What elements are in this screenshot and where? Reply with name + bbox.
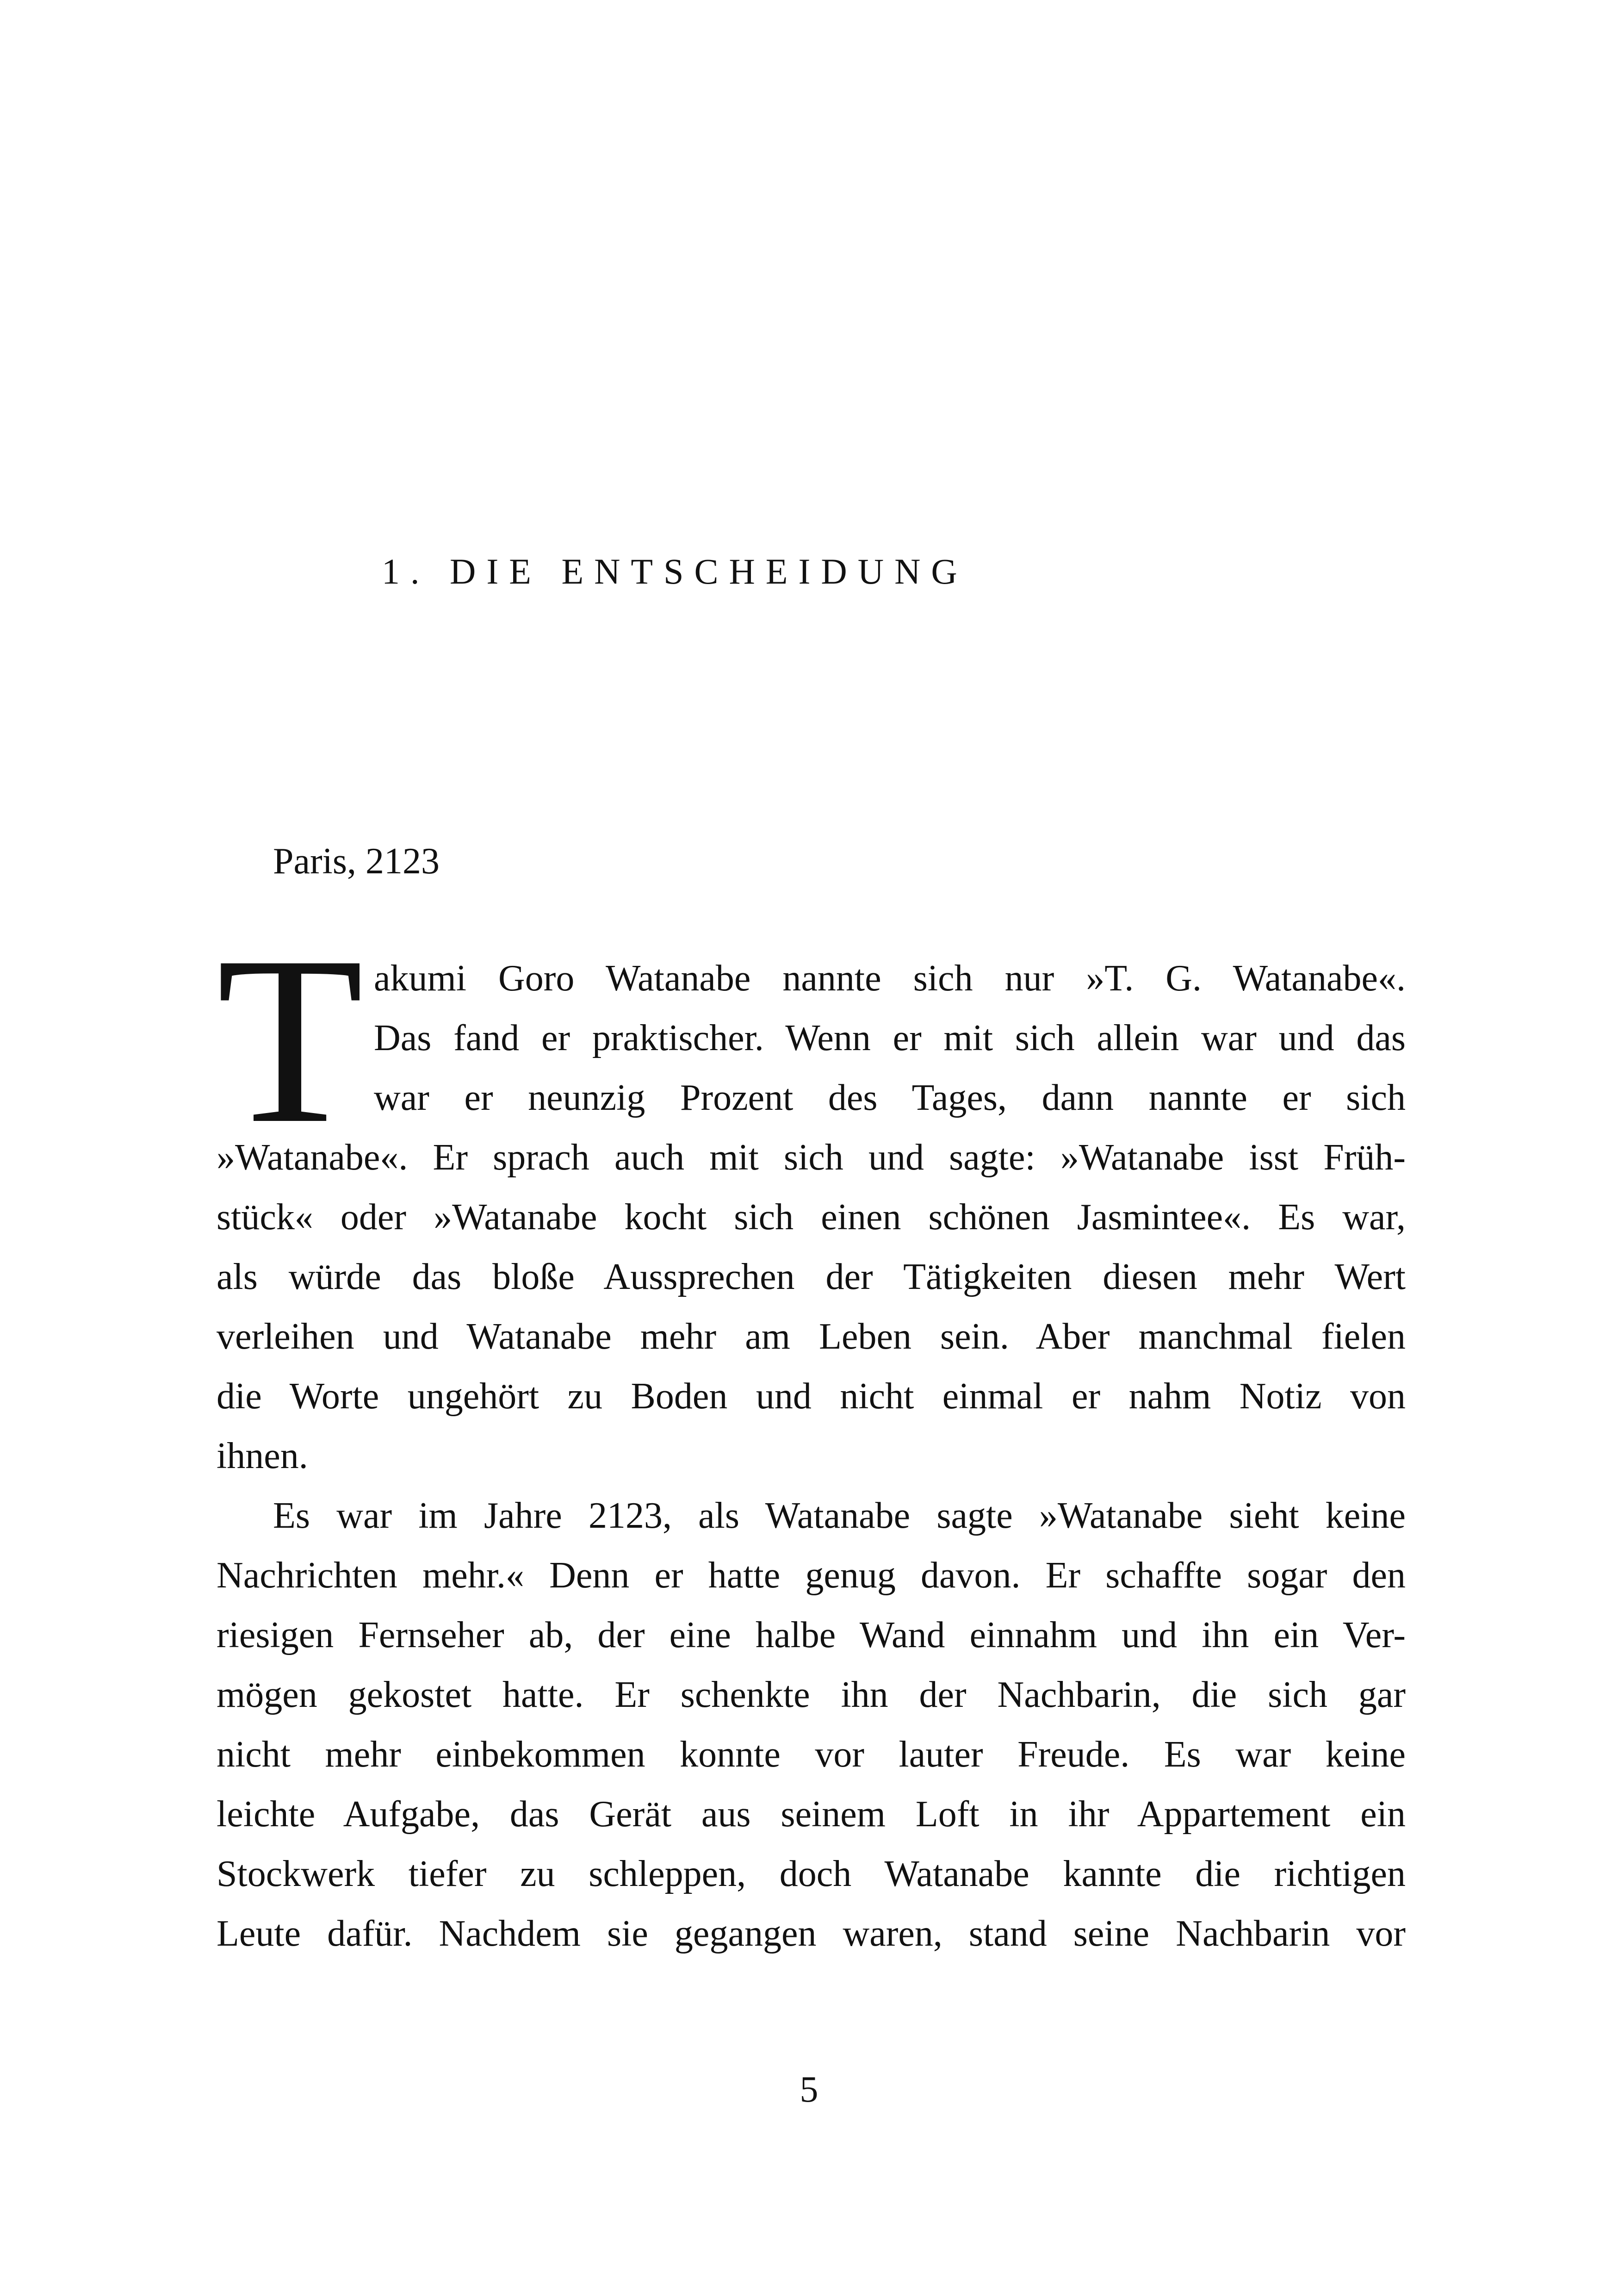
text-line: Stockwerk tiefer zu schleppen, doch Watanabe kannte die richtigen <box>217 1854 1406 1894</box>
text-line: Es war im Jahre 2123, als Watanabe sagte »Watanabe sieht keine <box>273 1495 1406 1536</box>
body-text <box>217 907 1406 1964</box>
chapter-title: 1. DIE ENTSCHEIDUNG <box>382 551 968 591</box>
place-date-heading: Paris, 2123 <box>273 841 440 882</box>
text-line: nicht mehr einbekommen konnte vor lauter Freude. Es war keine <box>217 1734 1406 1775</box>
text-line: die Worte ungehört zu Boden und nicht einmal er nahm Notiz von <box>217 1376 1406 1417</box>
text-line: Das fand er praktischer. Wenn er mit sich allein war und das <box>374 1018 1406 1058</box>
text-line: »Watanabe«. Er sprach auch mit sich und sagte: »Watanabe isst Früh- <box>217 1137 1406 1178</box>
text-line: stück« oder »Watanabe kocht sich einen schönen Jasmintee«. Es war, <box>217 1197 1406 1238</box>
page-number: 5 <box>800 2069 818 2110</box>
text-line: mögen gekostet hatte. Er schenkte ihn der Nachbarin, die sich gar <box>217 1674 1406 1715</box>
text-line: ihnen. <box>217 1436 308 1476</box>
text-line: war er neunzig Prozent des Tages, dann nannte er sich <box>374 1077 1406 1118</box>
text-line: Nachrichten mehr.« Denn er hatte genug davon. Er schaffte sogar den <box>217 1555 1406 1596</box>
text-line: akumi Goro Watanabe nannte sich nur »T. G. Watanabe«. <box>374 958 1406 999</box>
text-line: als würde das bloße Aussprechen der Tätigkeiten diesen mehr Wert <box>217 1257 1406 1297</box>
drop-cap-initial: T <box>217 907 364 1173</box>
text-line: riesigen Fernseher ab, der eine halbe Wand einnahm und ihn ein Ver- <box>217 1615 1406 1655</box>
text-line: leichte Aufgabe, das Gerät aus seinem Loft in ihr Appartement ein <box>217 1794 1406 1835</box>
text-line: Leute dafür. Nachdem sie gegangen waren, stand seine Nachbarin vor <box>217 1913 1406 1954</box>
text-line: verleihen und Watanabe mehr am Leben sein. Aber manchmal fielen <box>217 1316 1406 1357</box>
